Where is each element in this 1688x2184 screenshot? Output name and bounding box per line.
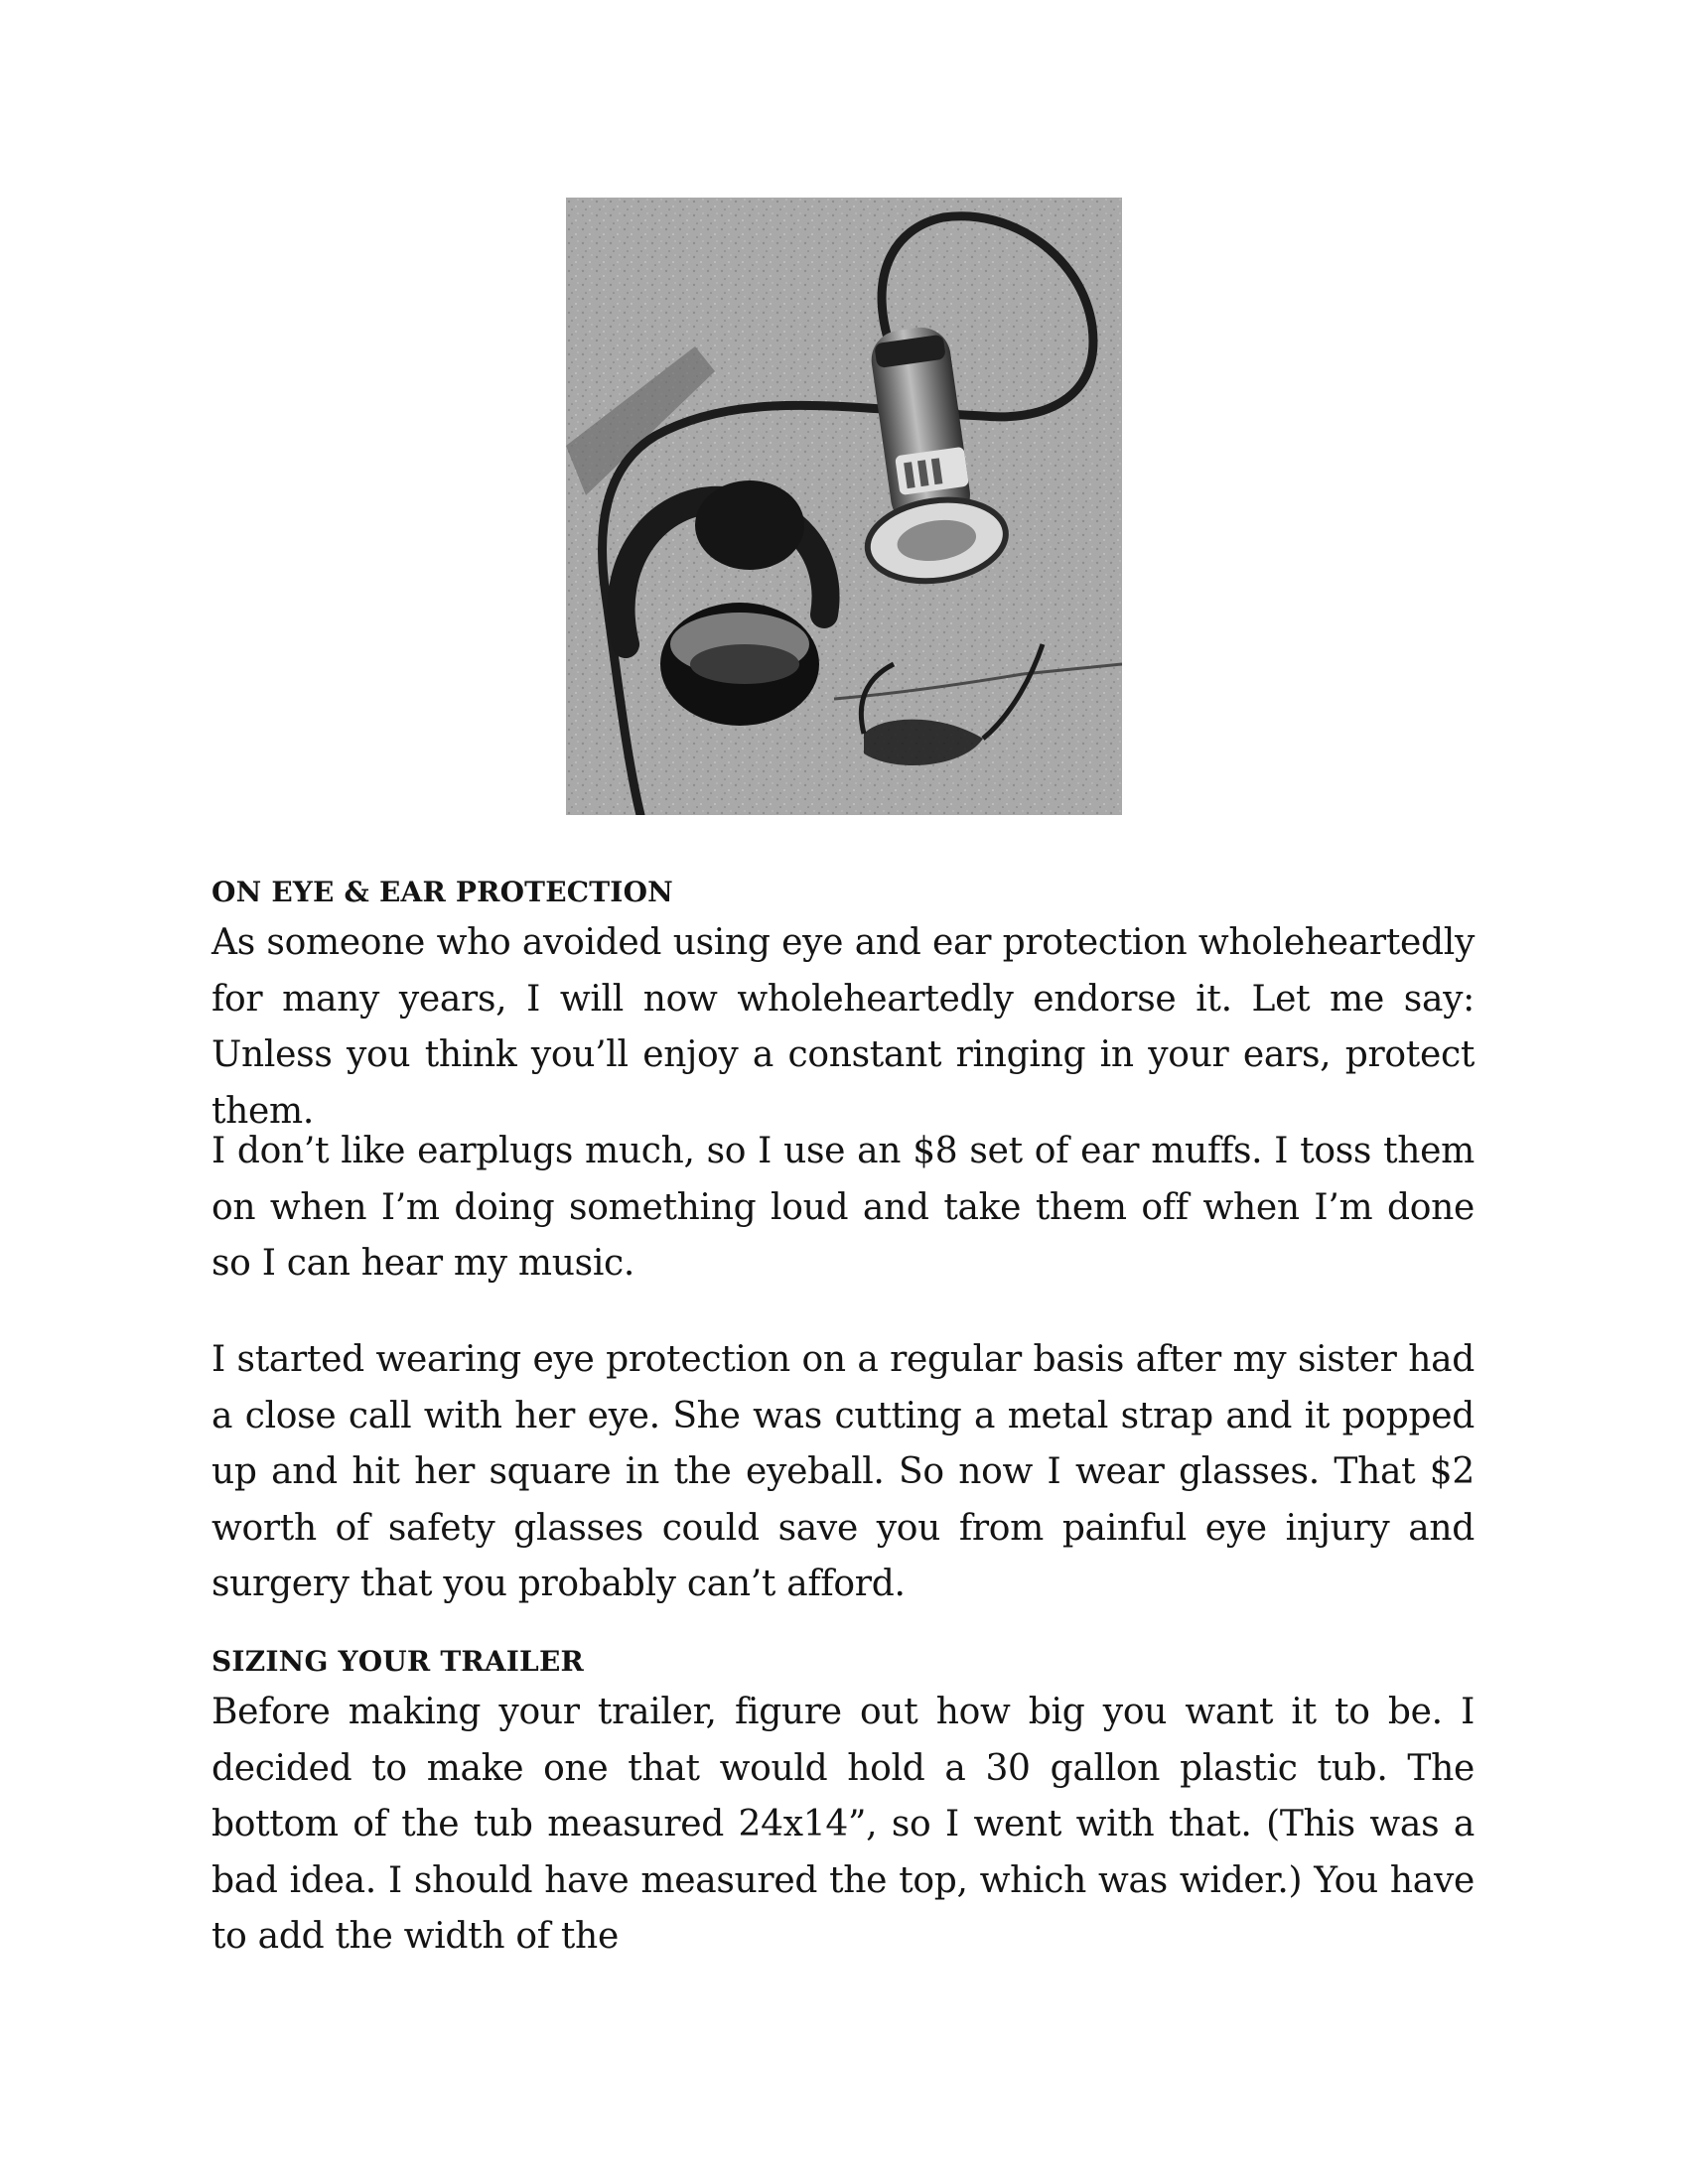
section-heading: SIZING YOUR TRAILER bbox=[211, 1645, 584, 1678]
section-sizing-trailer bbox=[211, 1645, 1475, 1679]
paragraph bbox=[211, 1124, 1475, 1293]
section-eye-ear bbox=[211, 876, 1475, 909]
paragraph bbox=[211, 915, 1475, 1140]
paragraph bbox=[211, 1685, 1475, 1966]
concrete-background bbox=[566, 198, 1122, 815]
paragraph-text: I started wearing eye protection on a regular basis after my sister had a close call with her eye. She was cutting a metal strap and it popped up and hit her square in the eyeball. So now I wear glasses. That $2 worth of safety glasses could save you from painful eye injury and surgery that you probably can’t afford. bbox=[211, 1339, 1475, 1604]
section-heading: ON EYE & EAR PROTECTION bbox=[211, 876, 673, 908]
photo-grinder-earmuffs-glasses bbox=[566, 198, 1122, 815]
earmuff-cup-top bbox=[695, 480, 804, 570]
paragraph-text: I don’t like earplugs much, so I use an $8 set of ear muffs. I toss them on when I’m doing something loud and take them off when I’m done so I can hear my music. bbox=[211, 1131, 1475, 1284]
paragraph bbox=[211, 1332, 1475, 1613]
paragraph-text: Before making your trailer, figure out how big you want it to be. I decided to make one that would hold a 30 gallon plastic tub. The bottom of the tub measured 24x14”, so I went with that. (This was a bad idea. I should have measured the top, which was wider.) You have to add the width of the bbox=[211, 1692, 1475, 1957]
paragraph-text: As someone who avoided using eye and ear protection wholeheartedly for many years, I will now wholeheartedly endorse it. Let me say: Unless you think you’ll enjoy a constant ringing in your ears, protect them. bbox=[211, 922, 1475, 1132]
